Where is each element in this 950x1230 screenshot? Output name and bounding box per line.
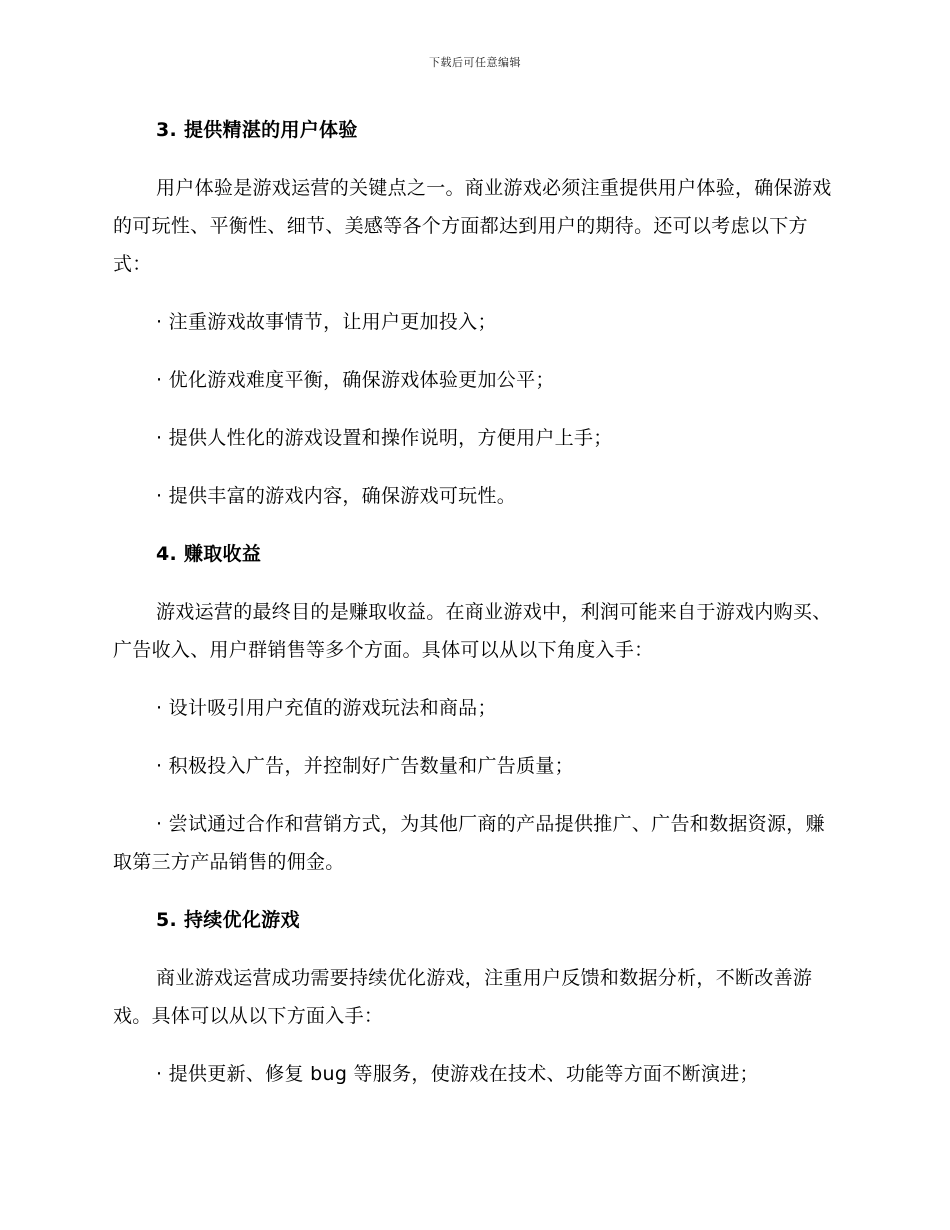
section-paragraph: 商业游戏运营成功需要持续优化游戏，注重用户反馈和数据分析，不断改善游戏。具体可以从以下方面入手： (113, 967, 813, 1027)
bullet-item: · 提供更新、修复 bug 等服务，使游戏在技术、功能等方面不断演进； (156, 1063, 759, 1085)
section-heading: 4. 赚取收益 (156, 543, 262, 565)
bullet-item: · 设计吸引用户充值的游戏玩法和商品； (156, 697, 497, 719)
section-4 (113, 535, 833, 881)
bullet-item: · 提供人性化的游戏设置和操作说明，方便用户上手； (156, 427, 613, 449)
bullet-item: · 积极投入广告，并控制好广告数量和广告质量； (156, 755, 574, 777)
bullet-item: · 尝试通过合作和营销方式，为其他厂商的产品提供推广、广告和数据资源，赚取第三方产品销售的佣金。 (113, 813, 825, 873)
bullet-item: · 提供丰富的游戏内容，确保游戏可玩性。 (156, 485, 517, 507)
bullet-item: · 优化游戏难度平衡，确保游戏体验更加公平； (156, 369, 555, 391)
section-paragraph: 游戏运营的最终目的是赚取收益。在商业游戏中，利润可能来自于游戏内购买、广告收入、用户群销售等多个方面。具体可以从以下角度入手： (113, 601, 832, 661)
page-header: 下载后可任意编辑 (429, 56, 521, 69)
document-body (113, 111, 833, 1113)
section-paragraph: 用户体验是游戏运营的关键点之一。商业游戏必须注重提供用户体验，确保游戏的可玩性、平衡性、细节、美感等各个方面都达到用户的期待。还可以考虑以下方式： (113, 177, 832, 275)
section-3 (113, 111, 833, 515)
section-heading: 5. 持续优化游戏 (156, 909, 300, 931)
section-heading: 3. 提供精湛的用户体验 (156, 119, 358, 141)
bullet-item: · 注重游戏故事情节，让用户更加投入； (156, 311, 497, 333)
section-5 (113, 901, 833, 1093)
